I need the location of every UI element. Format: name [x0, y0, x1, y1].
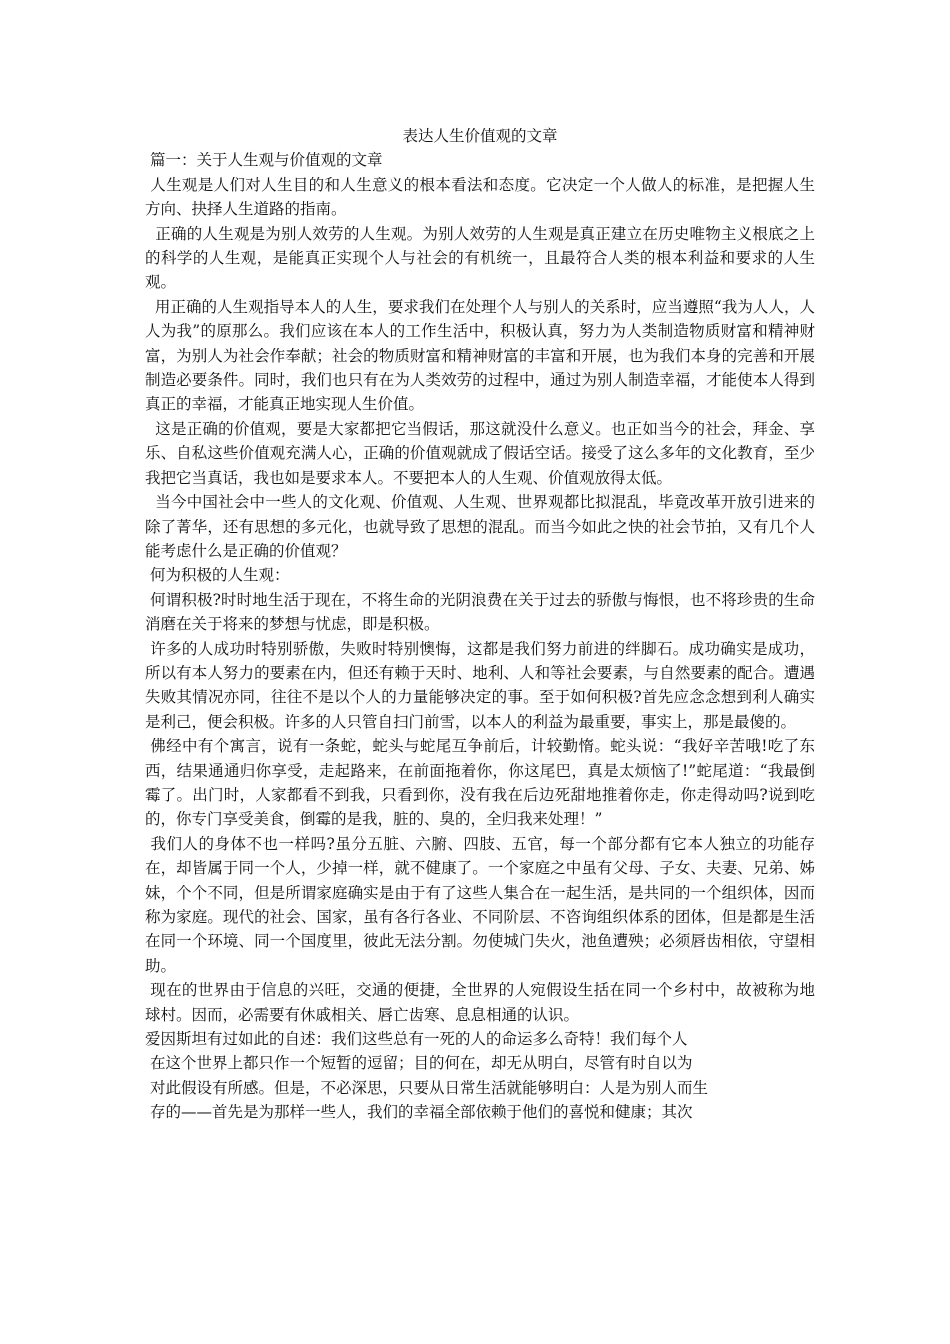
paragraph: 当今中国社会中一些人的文化观、价值观、人生观、世界观都比拟混乱，毕竟改革开放引进来的除了菁华，还有思想的多元化，也就导致了思想的混乱。而当今如此之快的社会节拍，又有几个人能考虑什么是正确的价值观？: [145, 493, 815, 560]
paragraph: 存的——首先是为那样一些人，我们的幸福全部依赖于他们的喜悦和健康；其次: [145, 1103, 693, 1122]
paragraph: 爱因斯坦有过如此的自述：我们这些总有一死的人的命运多么奇特！我们每个人: [145, 1030, 688, 1049]
paragraph: 现在的世界由于信息的兴旺，交通的便捷，全世界的人宛假设生括在同一个乡村中，故被称为地球村。因而，必需要有休戚相关、唇亡齿寒、息息相通的认识。: [145, 981, 815, 1024]
paragraph-section-heading: 篇一：关于人生观与价值观的文章: [145, 151, 383, 170]
paragraph: 人生观是人们对人生目的和人生意义的根本看法和态度。它决定一个人做人的标准，是把握人生方向、抉择人生道路的指南。: [145, 175, 815, 219]
paragraph: 正确的人生观是为别人效劳的人生观。为别人效劳的人生观是真正建立在历史唯物主义根底之上的科学的人生观，是能真正实现个人与社会的有机统一，且最符合人类的根本利益和要求的人生观。: [145, 224, 815, 292]
paragraph-subheading: 何为积极的人生观：: [145, 566, 290, 585]
paragraph: 佛经中有个寓言，说有一条蛇，蛇头与蛇尾互争前后，计较勤惰。蛇头说：“我好辛苦哦!吃了东西，结果通通归你享受，走起路来，在前面拖着你，你这尾巴，真是太烦恼了!”蛇尾道：“我最倒霉了。出门时，人家都看不到我，只看到你，没有我在后边死甜地推着你走，你走得动吗?说到吃的，你专门享受美食，倒霉的是我，脏的、臭的，全归我来处理！”: [145, 737, 816, 829]
document-title: 表达人生价值观的文章: [402, 127, 558, 145]
paragraph: 在这个世界上都只作一个短暂的逗留；目的何在，却无从明白，尽管有时自以为: [145, 1054, 693, 1073]
paragraph: 对此假设有所感。但是，不必深思，只要从日常生活就能够明白：人是为别人而生: [145, 1078, 708, 1097]
paragraph: 用正确的人生观指导本人的人生，要求我们在处理个人与别人的关系时，应当遵照“我为人人，人人为我”的原那么。我们应该在本人的工作生活中，积极认真，努力为人类制造物质财富和精神财富，为别人为社会作奉献；社会的物质财富和精神财富的丰富和开展，也为我们本身的完善和开展制造必要条件。同时，我们也只有在为人类效劳的过程中，通过为别人制造幸福，才能使本人得到真正的幸福，才能真正地实现人生价值。: [145, 297, 815, 414]
paragraph: 许多的人成功时特别骄傲，失败时特别懊悔，这都是我们努力前进的绊脚石。成功确实是成功，所以有本人努力的要素在内，但还有赖于天时、地利、人和等社会要素，与自然要素的配合。遭遇失败其情况亦同，往往不是以个人的力量能够决定的事。至于如何积极?首先应念念想到利人确实是利己，便会积极。许多的人只管自扫门前雪，以本人的利益为最重要，事实上，那是最傻的。: [145, 639, 815, 731]
paragraph: 我们人的身体不也一样吗?虽分五脏、六腑、四肢、五官，每一个部分都有它本人独立的功能存在，却皆属于同一个人，少掉一样，就不健康了。一个家庭之中虽有父母、子女、夫妻、兄弟、姊妹，个个不同，但是所谓家庭确实是由于有了这些人集合在一起生活，是共同的一个组织体，因而称为家庭。现代的社会、国家，虽有各行各业、不同阶层、不咨询组织体系的团体，但是都是生活在同一个环境、同一个国度里，彼此无法分割。勿使城门失火，池鱼遭殃；必须唇齿相依，守望相助。: [145, 834, 815, 975]
paragraph: 这是正确的价值观，要是大家都把它当假话，那这就没什么意义。也正如当今的社会，拜金、享乐、自私这些价值观充满人心，正确的价值观就成了假话空话。接受了这么多年的文化教育，至少我把它当真话，我也如是要求本人。不要把本人的人生观、价值观放得太低。: [145, 419, 815, 487]
paragraph: 何谓积极?时时地生活于现在，不将生命的光阴浪费在关于过去的骄傲与悔恨，也不将珍贵的生命消磨在关于将来的梦想与忧虑，即是积极。: [145, 590, 815, 634]
document-page: [145, 124, 815, 1125]
